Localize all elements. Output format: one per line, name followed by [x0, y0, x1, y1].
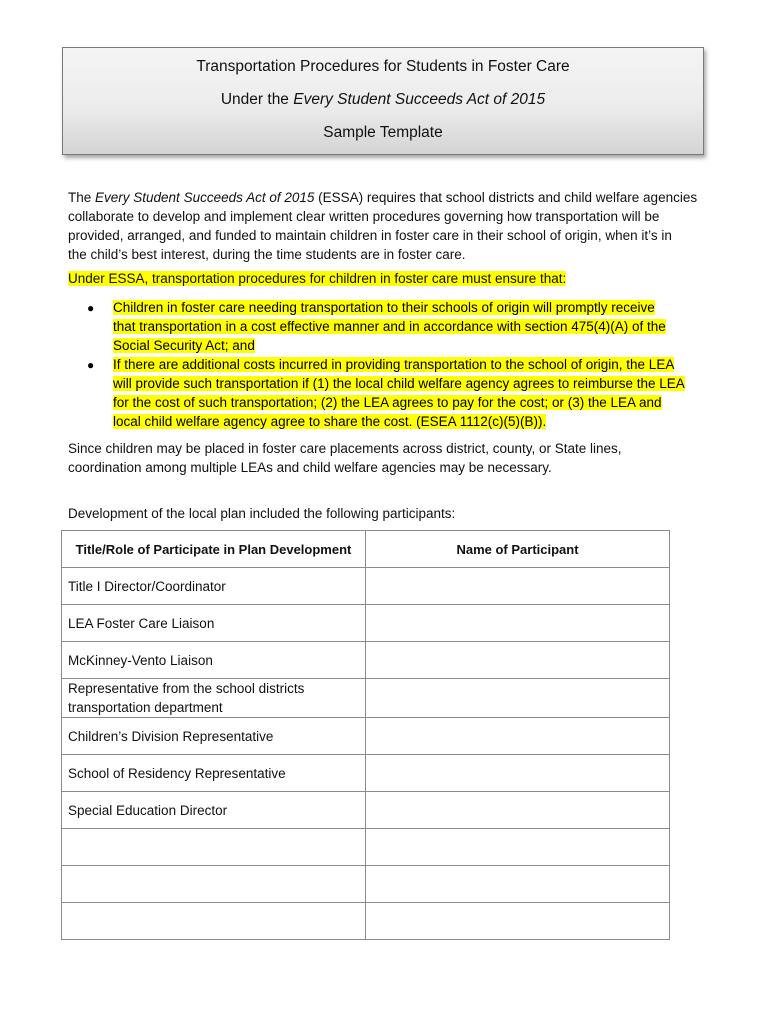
name-of-participant-field[interactable] [366, 642, 670, 679]
role-cell-line-2: transportation department [68, 700, 223, 715]
subtitle-prefix: Under the [220, 91, 294, 108]
table-row [62, 605, 670, 642]
document-template-label: Sample Template [323, 124, 443, 141]
intro-line-4: the child’s best interest, during the time students are in foster care. [68, 247, 466, 262]
intro-line-1-rest: (ESSA) requires that school districts and child welfare agencies [314, 190, 698, 205]
role-column-header: Title/Role of Participate in Plan Development [62, 531, 366, 568]
participants-table [61, 530, 670, 940]
role-cell-line-1: Representative from the school districts [68, 681, 305, 696]
name-of-participant-field[interactable] [366, 568, 670, 605]
role-cell: McKinney-Vento Liaison [62, 642, 366, 679]
bullet-1-line-1: Children in foster care needing transportation to their schools of origin will promptly receive [113, 300, 655, 315]
table-row [62, 755, 670, 792]
name-of-participant-field[interactable] [366, 829, 670, 866]
intro-prefix: The [68, 190, 96, 205]
intro-line-2: collaborate to develop and implement clear written procedures governing how transportation will be [68, 209, 660, 224]
name-of-participant-field[interactable] [366, 903, 670, 940]
subtitle-act-name: Every Student Succeeds Act of 2015 [293, 91, 546, 108]
name-column-header: Name of Participant [366, 531, 670, 568]
role-cell-blank[interactable] [62, 903, 366, 940]
coordination-paragraph [68, 439, 708, 477]
table-row [62, 642, 670, 679]
bullet-2-dot: ● [87, 358, 95, 372]
coordination-line-2: coordination among multiple LEAs and child welfare agencies may be necessary. [68, 460, 552, 475]
bullet-2-line-3: for the cost of such transportation; (2) the LEA agrees to pay for the cost; or (3) the LEA and [113, 395, 662, 410]
name-of-participant-field[interactable] [366, 605, 670, 642]
table-row [62, 718, 670, 755]
table-row [62, 679, 670, 718]
name-of-participant-field[interactable] [366, 679, 670, 718]
table-row [62, 903, 670, 940]
title-banner [62, 47, 704, 155]
table-row [62, 792, 670, 829]
requirement-bullet-2 [113, 355, 713, 431]
bullet-1-line-3: Social Security Act; and [113, 338, 255, 353]
intro-act-name: Every Student Succeeds Act of 2015 [95, 190, 315, 205]
table-row [62, 866, 670, 903]
requirement-bullet-1 [113, 298, 713, 355]
coordination-line-1: Since children may be placed in foster care placements across district, county, or State lines, [68, 441, 622, 456]
name-of-participant-field[interactable] [366, 792, 670, 829]
bullet-2-line-4: local child welfare agency agree to share the cost. (ESEA 1112(c)(5)(B)). [113, 414, 547, 429]
requirements-lead-text: Under ESSA, transportation procedures for children in foster care must ensure that: [68, 271, 567, 286]
role-cell [62, 679, 366, 718]
intro-paragraph [68, 188, 708, 264]
name-of-participant-field[interactable] [366, 866, 670, 903]
document-subtitle [63, 91, 703, 109]
table-header-row [62, 531, 670, 568]
requirements-lead [68, 269, 708, 288]
bullet-2-line-2: will provide such transportation if (1) the local child welfare agency agrees to reimburse the LEA [113, 376, 685, 391]
bullet-2-line-1: If there are additional costs incurred in providing transportation to the school of origin, the LEA [113, 357, 675, 372]
participants-intro: Development of the local plan included the following participants: [68, 506, 456, 521]
intro-line-1 [68, 188, 708, 207]
role-cell: LEA Foster Care Liaison [62, 605, 366, 642]
role-cell: Children’s Division Representative [62, 718, 366, 755]
name-of-participant-field[interactable] [366, 755, 670, 792]
table-row [62, 568, 670, 605]
role-cell: Title I Director/Coordinator [62, 568, 366, 605]
table-row [62, 829, 670, 866]
name-of-participant-field[interactable] [366, 718, 670, 755]
bullet-1-dot: ● [87, 301, 95, 315]
role-cell: Special Education Director [62, 792, 366, 829]
role-cell: School of Residency Representative [62, 755, 366, 792]
document-title: Transportation Procedures for Students in Foster Care [196, 58, 570, 75]
bullet-1-line-2: that transportation in a cost effective manner and in accordance with section 475(4)(A) of the [113, 319, 666, 334]
role-cell-blank[interactable] [62, 829, 366, 866]
intro-line-3: provided, arranged, and funded to maintain children in foster care in their school of origin, when it’s in [68, 228, 672, 243]
role-cell-blank[interactable] [62, 866, 366, 903]
